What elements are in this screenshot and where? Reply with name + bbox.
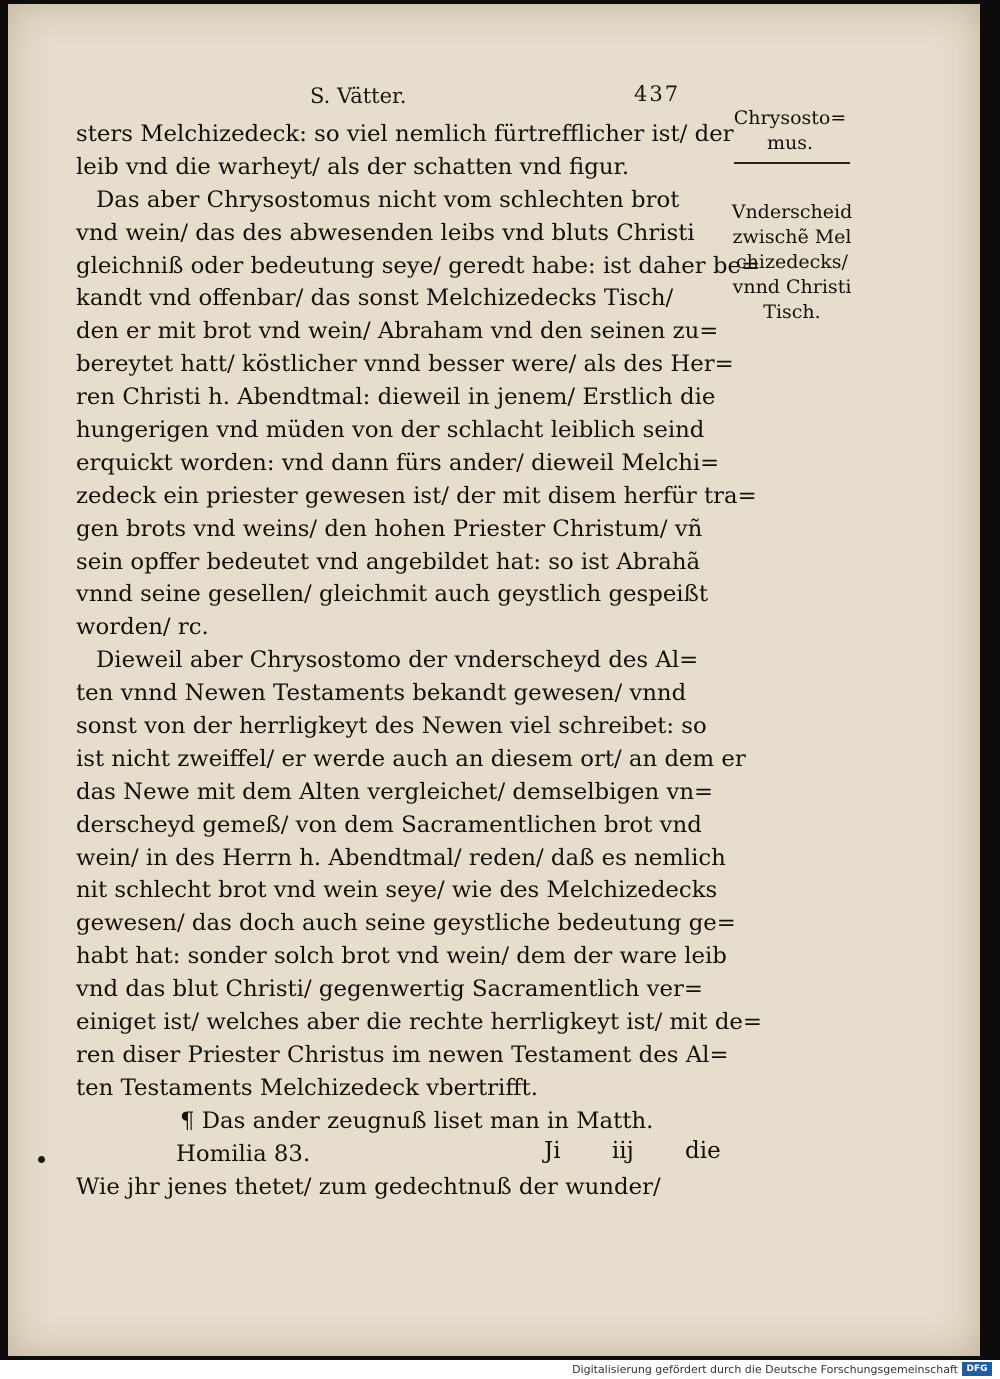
text-line: sters Melchizedeck: so viel nemlich fürtrefflicher ist/ der [76, 121, 734, 147]
text-line: ten Testaments Melchizedeck vbertrifft. [76, 1074, 538, 1101]
catchword: die [685, 1138, 721, 1164]
section-heading-line: Homilia 83. [176, 1140, 311, 1167]
margin-note-chrysostomus: Chrysosto= mus. [733, 107, 847, 154]
text-line: das Newe mit dem Alten vergleichet/ demselbigen vn= [76, 778, 714, 805]
text-line: einiget ist/ welches aber die rechte herrligkeyt ist/ mit de= [76, 1009, 762, 1036]
signature-number: iij [611, 1138, 634, 1164]
text-line: ten vnnd Newen Testaments bekandt gewesen/ vnnd [76, 680, 687, 707]
text-line: vnd das blut Christi/ gegenwertig Sacramentlich ver= [76, 976, 704, 1003]
text-line: sonst von der herrligkeyt des Newen viel schreibet: so [76, 713, 707, 740]
footer-bar [0, 1360, 1000, 1379]
text-line: ren Christi h. Abendtmal: dieweil in jenem/ Erstlich die [76, 384, 716, 411]
text-line: gen brots vnd weins/ den hohen Priester Christum/ vñ [76, 515, 703, 542]
text-line: hungerigen vnd müden von der schlacht leiblich seind [76, 417, 705, 444]
body-text [76, 118, 762, 1203]
running-title: S. Vätter. [310, 84, 407, 108]
text-line: erquickt worden: vnd dann fürs ander/ dieweil Melchi= [76, 449, 720, 476]
text-line: zedeck ein priester gewesen ist/ der mit disem herfür tra= [76, 482, 757, 509]
margin-rule [734, 162, 850, 164]
text-line: habt hat: sonder solch brot vnd wein/ dem der ware leib [76, 943, 727, 970]
catchword-line [544, 1138, 765, 1164]
text-line: ist nicht zweiffel/ er werde auch an diesem ort/ an dem er [76, 745, 746, 772]
text-line: sein opffer bedeutet vnd angebildet hat: so ist Abrahã [76, 548, 701, 575]
text-line: den er mit brot vnd wein/ Abraham vnd den seinen zu= [76, 318, 719, 345]
text-line: Wie jhr jenes thetet/ zum gedechtnuß der wunder/ [76, 1173, 661, 1200]
margin-note-difference: Vnderscheid zwischẽ Mel chizedecks/ vnnd Christi Tisch. [731, 201, 853, 323]
dfg-logo: DFG [962, 1362, 992, 1376]
section-heading-line: ¶ Das ander zeugnuß liset man in Matth. [180, 1107, 654, 1134]
text-line: ren diser Priester Christus im newen Testament des Al= [76, 1041, 729, 1068]
text-line: vnnd seine gesellen/ gleichmit auch geystlich gespeißt [76, 581, 708, 608]
text-line: nit schlecht brot vnd wein seye/ wie des Melchizedecks [76, 877, 718, 904]
text-line: wein/ in des Herrn h. Abendtmal/ reden/ daß es nemlich [76, 844, 726, 871]
text-line: vnd wein/ das des abwesenden leibs vnd bluts Christi [76, 219, 695, 246]
ink-dot [38, 1156, 45, 1163]
signature-mark: Ji [544, 1138, 561, 1164]
text-line: gleichniß oder bedeutung seye/ geredt habe: ist daher be= [76, 252, 761, 279]
text-line: worden/ rc. [76, 614, 209, 641]
text-line: bereytet hatt/ köstlicher vnnd besser were/ als des Her= [76, 351, 734, 378]
funding-credit: Digitalisierung gefördert durch die Deutsche Forschungsgemeinschaft [572, 1363, 958, 1376]
text-line: derscheyd gemeß/ von dem Sacramentlichen brot vnd [76, 811, 702, 838]
text-line: leib vnd die warheyt/ als der schatten vnd figur. [76, 153, 630, 180]
text-line: gewesen/ das doch auch seine geystliche bedeutung ge= [76, 910, 736, 937]
text-line: Das aber Chrysostomus nicht vom schlechten brot [96, 186, 680, 213]
folio-number: 437 [634, 82, 681, 106]
text-line: Dieweil aber Chrysostomo der vnderscheyd des Al= [96, 647, 699, 674]
text-line: kandt vnd offenbar/ das sonst Melchizedecks Tisch/ [76, 285, 674, 312]
